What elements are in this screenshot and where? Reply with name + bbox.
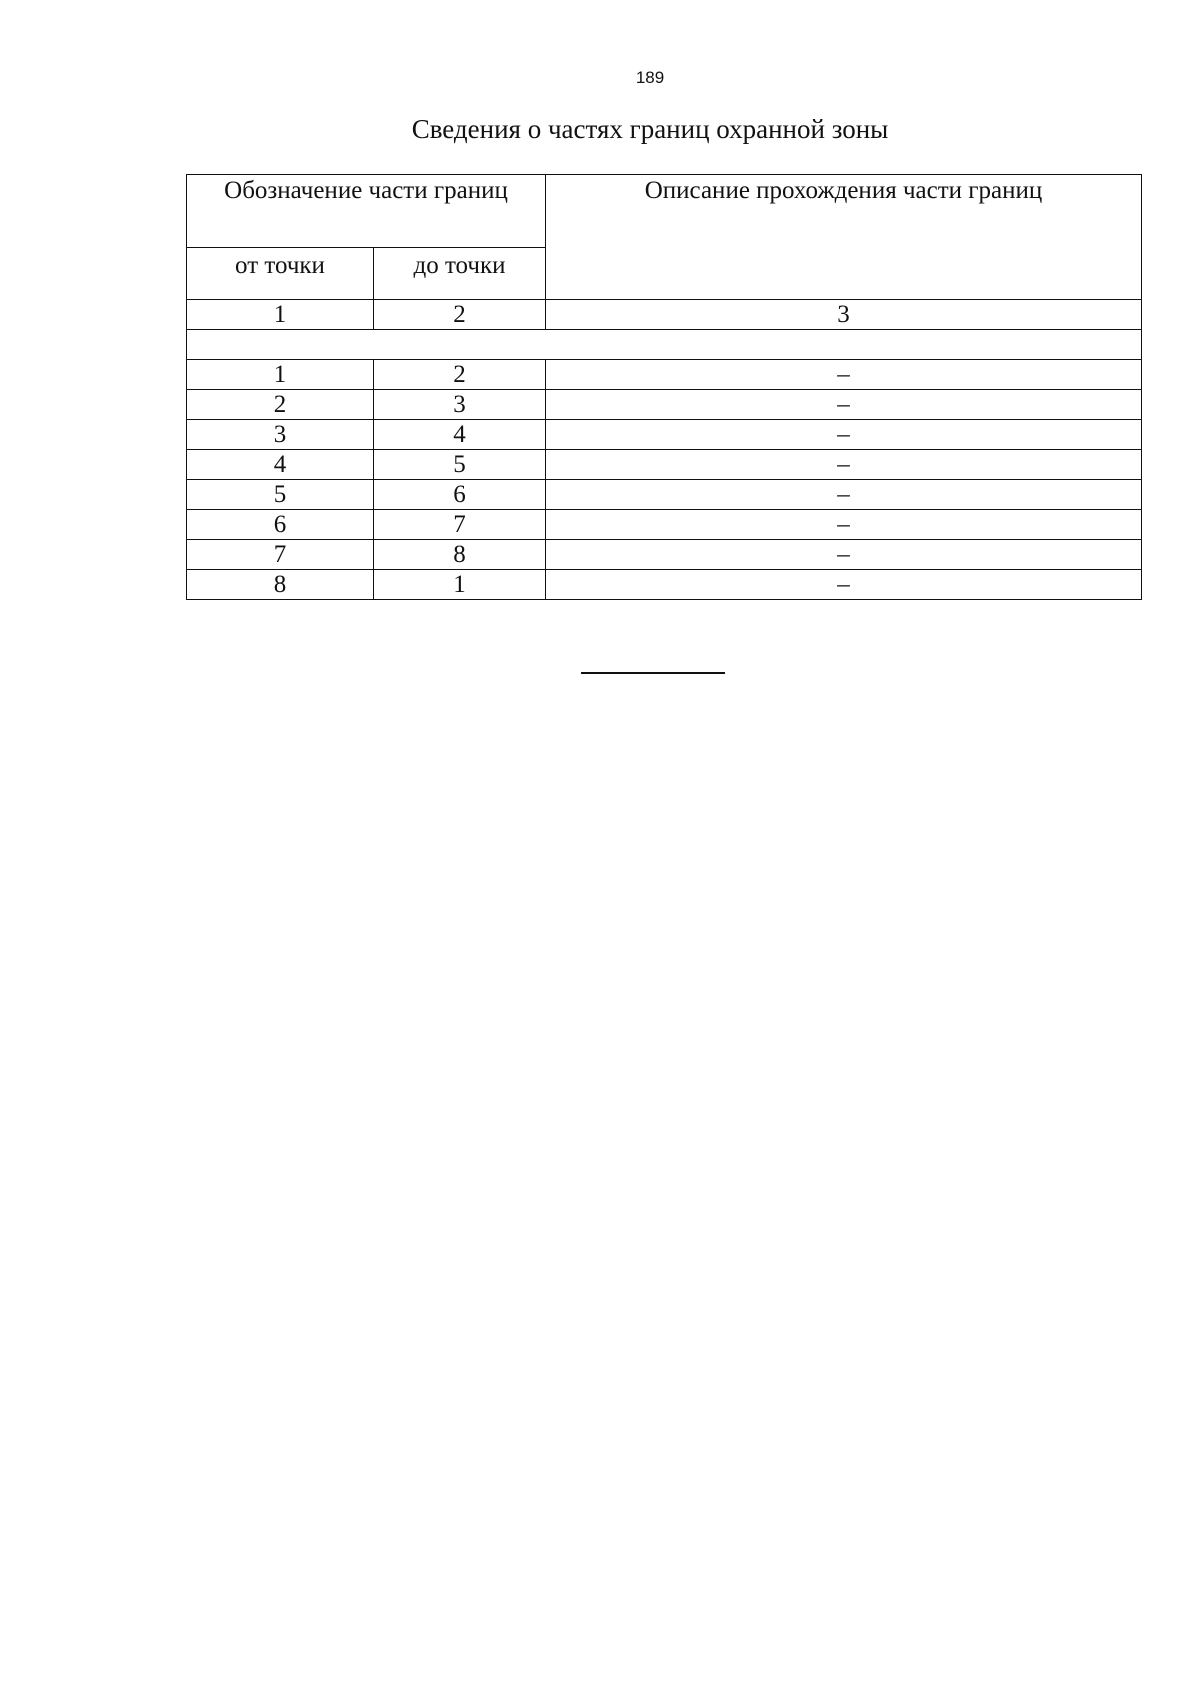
to-point-cell: 1	[374, 570, 546, 600]
description-cell: –	[546, 390, 1142, 420]
to-point-cell: 8	[374, 540, 546, 570]
to-point-cell: 2	[374, 360, 546, 390]
column-number-row	[187, 300, 1142, 330]
description-cell: –	[546, 420, 1142, 450]
section-cell	[187, 330, 1142, 360]
from-point-cell: 2	[187, 390, 374, 420]
header-row	[187, 175, 1142, 248]
table-row	[187, 390, 1142, 420]
page-number: 189	[635, 68, 665, 87]
section-row	[187, 330, 1142, 360]
column-number: 1	[187, 300, 374, 330]
to-point-cell: 6	[374, 480, 546, 510]
table-row	[187, 480, 1142, 510]
boundary-parts-table	[186, 174, 1142, 600]
from-point-cell: 3	[187, 420, 374, 450]
column-number: 3	[546, 300, 1142, 330]
table-row	[187, 540, 1142, 570]
from-point-cell: 5	[187, 480, 374, 510]
column-number: 2	[374, 300, 546, 330]
header-from-point: от точки	[187, 248, 374, 300]
from-point-cell: 1	[187, 360, 374, 390]
table-row	[187, 510, 1142, 540]
to-point-cell: 3	[374, 390, 546, 420]
table-row	[187, 570, 1142, 600]
table-row	[187, 420, 1142, 450]
header-description: Описание прохождения части границ	[546, 175, 1142, 300]
to-point-cell: 5	[374, 450, 546, 480]
from-point-cell: 4	[187, 450, 374, 480]
description-cell: –	[546, 540, 1142, 570]
document-title: Сведения о частях границ охранной зоны	[411, 114, 889, 144]
description-cell: –	[546, 480, 1142, 510]
from-point-cell: 6	[187, 510, 374, 540]
from-point-cell: 8	[187, 570, 374, 600]
table-row	[187, 360, 1142, 390]
to-point-cell: 4	[374, 420, 546, 450]
description-cell: –	[546, 360, 1142, 390]
closing-separator-line	[581, 672, 725, 674]
header-designation: Обозначение части границ	[187, 175, 546, 248]
to-point-cell: 7	[374, 510, 546, 540]
description-cell: –	[546, 510, 1142, 540]
table-row	[187, 450, 1142, 480]
description-cell: –	[546, 570, 1142, 600]
description-cell: –	[546, 450, 1142, 480]
table-body	[187, 175, 1142, 600]
from-point-cell: 7	[187, 540, 374, 570]
header-to-point: до точки	[374, 248, 546, 300]
